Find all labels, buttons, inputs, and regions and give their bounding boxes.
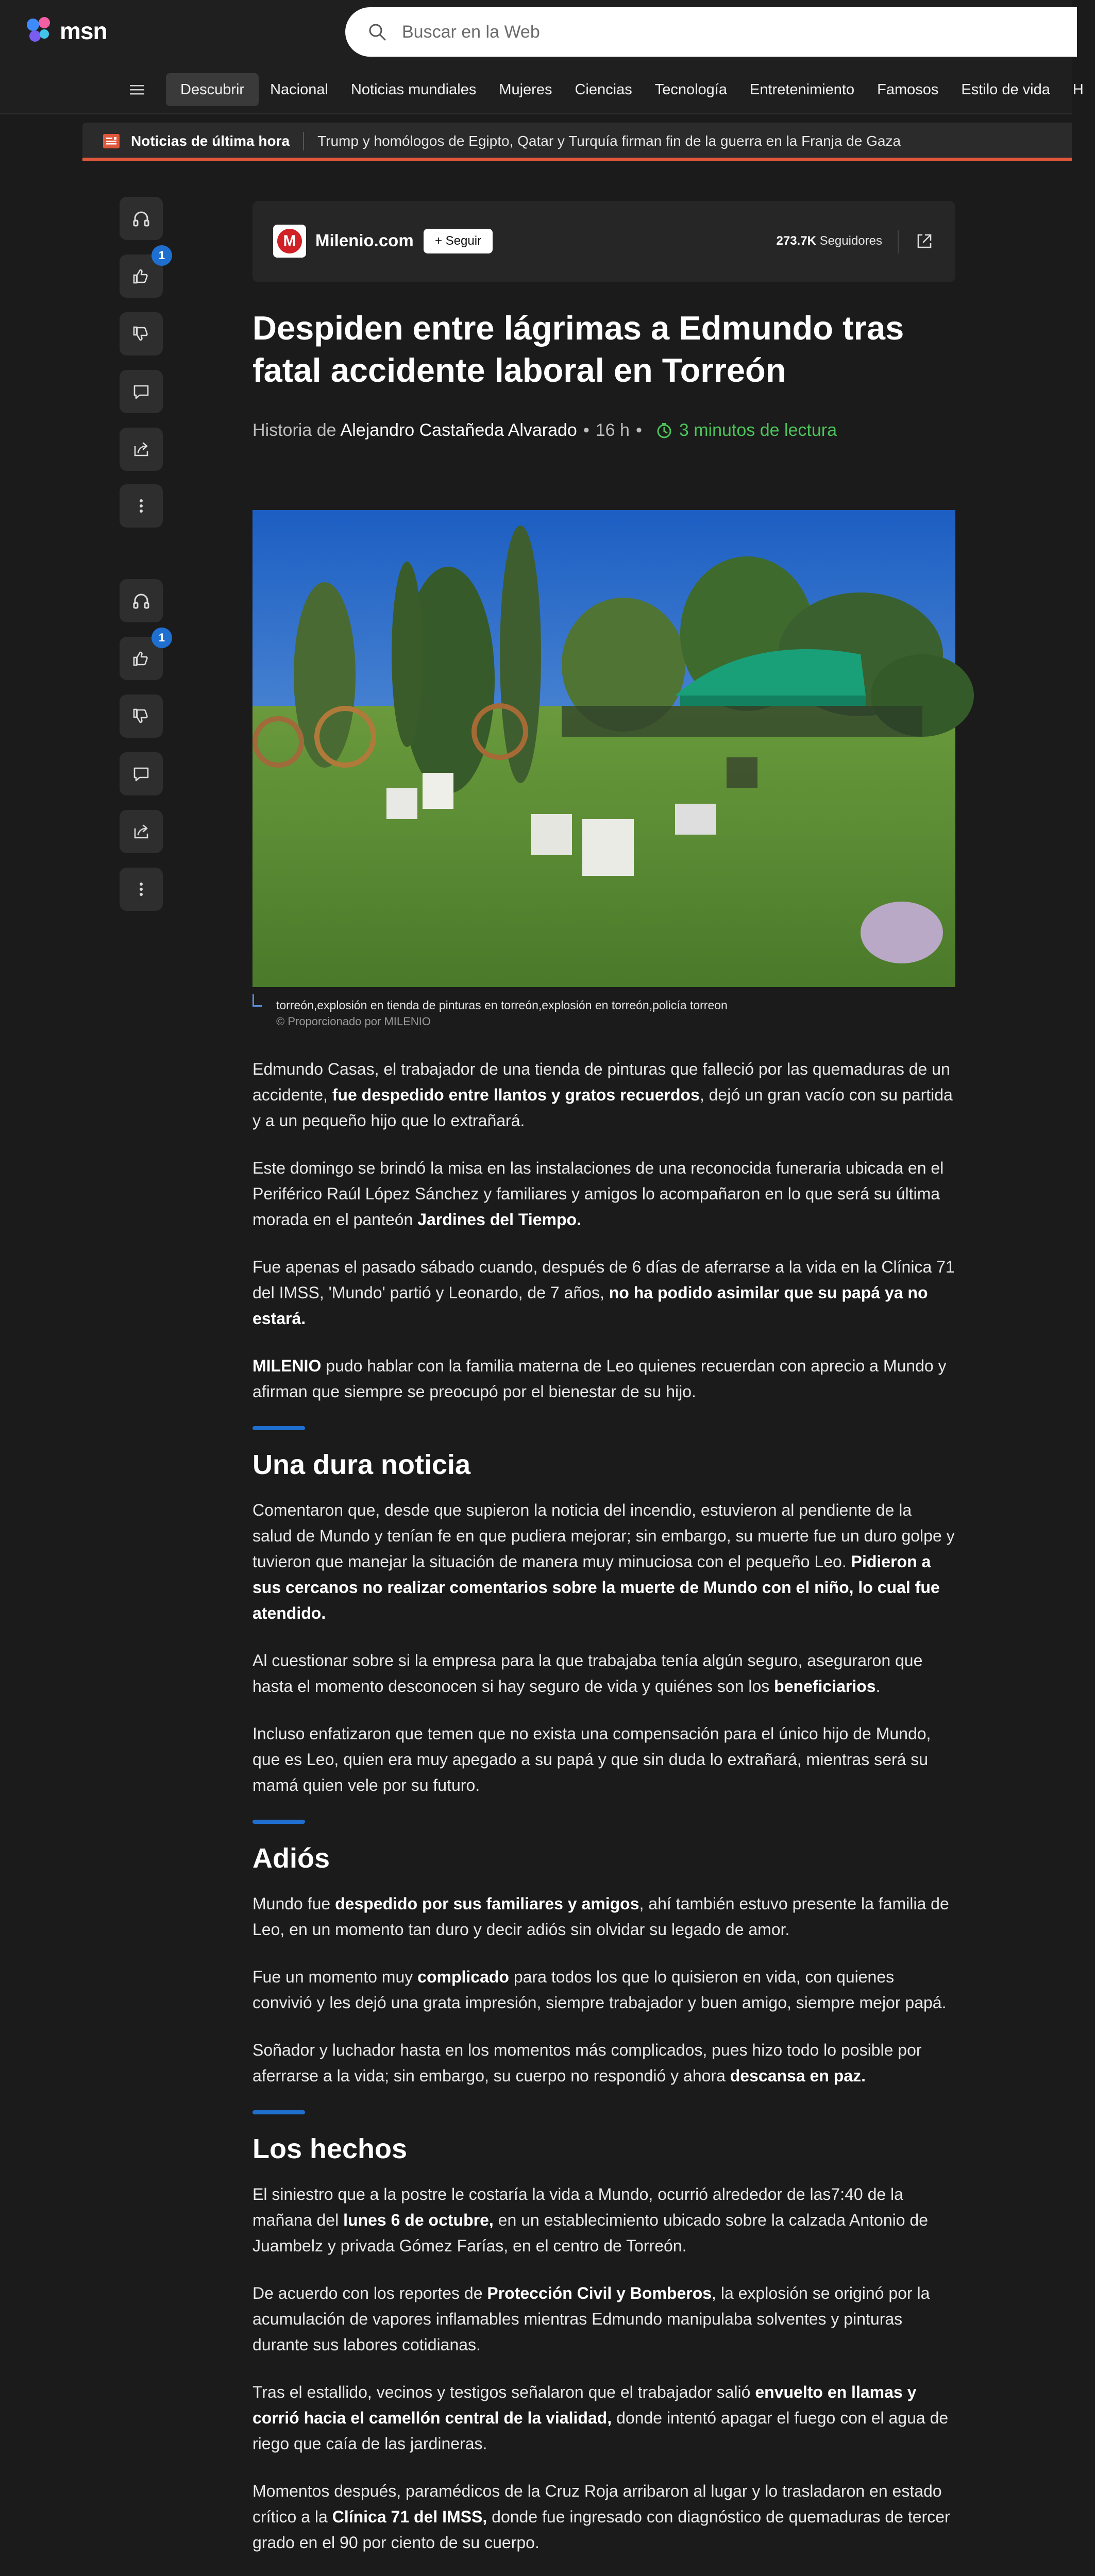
section-accent-bar <box>252 2110 305 2114</box>
open-external-icon[interactable] <box>915 232 934 250</box>
bold-text: Protección Civil y Bomberos <box>487 2284 712 2302</box>
text-run: Soñador y luchador hasta en los momentos más complicados, pues hizo todo lo posible por aferrarse a la vida; sin embargo, su cuerpo no respondió y ahora <box>252 2041 922 2085</box>
bold-text: Jardines del Tiempo. <box>417 1210 581 1229</box>
caption-marker <box>252 994 262 1007</box>
listen-button[interactable] <box>120 197 163 240</box>
article-title: Despiden entre lágrimas a Edmundo tras fatal accidente laboral en Torreón <box>252 309 904 389</box>
section-heading: Una dura noticia <box>252 1449 471 1480</box>
nav-item-noticias-mundiales[interactable]: Noticias mundiales <box>350 81 477 98</box>
publisher-name[interactable]: Milenio.com <box>315 231 414 250</box>
comment-icon <box>131 764 151 784</box>
share-button[interactable] <box>120 428 163 471</box>
thumbs-up-icon <box>131 648 151 669</box>
top-bar <box>0 0 1072 66</box>
nav-item-mujeres[interactable]: Mujeres <box>499 81 552 98</box>
author-name[interactable]: Alejandro Castañeda Alvarado <box>340 420 577 440</box>
bold-text: Clínica 71 del IMSS, <box>332 2507 487 2526</box>
breaking-news-label: Noticias de última hora <box>131 133 290 149</box>
article-paragraph <box>252 1056 955 1133</box>
msn-logo[interactable] <box>24 14 107 47</box>
like-button[interactable] <box>120 631 165 680</box>
followers-label: Seguidores <box>819 234 882 248</box>
separator-dot: • <box>635 420 642 440</box>
article-paragraph <box>252 1353 955 1404</box>
text-run: Este domingo se brindó la misa en las instalaciones de una reconocida funeraria ubicada en el Periférico Raúl López Sánchez y familiares y amigos lo acompañaron en lo que será su última morada en el panteón <box>252 1159 944 1229</box>
nav-item-entretenimiento[interactable]: Entretenimiento <box>749 81 855 98</box>
text-run: . <box>875 1677 881 1696</box>
bold-text: no ha podido asimilar que su papá ya no estará. <box>252 1283 928 1328</box>
breaking-news-accent <box>82 158 1072 161</box>
text-run: Fue apenas el pasado sábado cuando, después de 6 días de aferrarse a la vida en la Clínica 71 del IMSS, 'Mundo' partió y Leonardo, de 7 años, <box>252 1258 955 1302</box>
article-paragraph <box>252 1155 955 1232</box>
nav-item-nacional[interactable]: Nacional <box>270 81 328 98</box>
dislike-button[interactable] <box>120 312 163 355</box>
byline <box>252 420 837 440</box>
publisher-card <box>252 201 955 282</box>
comment-button[interactable] <box>120 752 163 795</box>
bold-text: Pidieron a sus cercanos no realizar comentarios sobre la muerte de Mundo con el niño, lo cual fue atendido. <box>252 1552 940 1622</box>
breaking-news-icon <box>103 134 120 148</box>
nav-item-descubrir[interactable]: Descubrir <box>166 73 259 106</box>
text-run: pudo hablar con la familia materna de Leo quienes recuerdan con aprecio a Mundo y afirman que siempre se preocupó por el bienestar de su hijo. <box>252 1357 947 1401</box>
nav-item-estilo-de-vida[interactable]: Estilo de vida <box>961 81 1050 98</box>
dislike-button[interactable] <box>120 694 163 738</box>
nav-item-tecnologia[interactable]: Tecnología <box>654 81 727 98</box>
article-paragraph <box>252 2037 955 2089</box>
nav-items <box>166 73 1095 106</box>
nav-item-famosos[interactable]: Famosos <box>877 81 939 98</box>
more-vertical-icon <box>131 879 151 900</box>
like-button[interactable] <box>120 249 165 298</box>
article-paragraph <box>252 2379 955 2456</box>
bold-text: envuelto en llamas y corrió hacia el camellón central de la vialidad, <box>252 2383 917 2427</box>
search-bar[interactable] <box>345 7 1077 57</box>
divider <box>303 132 304 150</box>
image-caption: torreón,explosión en tienda de pinturas en torreón,explosión en torreón,policía torreon <box>276 998 728 1012</box>
text-run: Incluso enfatizaron que temen que no exista una compensación para el único hijo de Mundo, que es Leo, quien era muy apegado a su papá y que sin duda lo extrañará, mientras será su mamá quien vele por su futuro. <box>252 1724 931 1794</box>
read-time-text: 3 minutos de lectura <box>679 420 837 440</box>
article-paragraph <box>252 1721 955 1798</box>
more-vertical-icon <box>131 496 151 516</box>
article-paragraph <box>252 2280 955 2358</box>
byline-prefix: Historia de <box>252 420 336 440</box>
share-button[interactable] <box>120 810 163 853</box>
article-paragraph <box>252 2181 955 2259</box>
followers-count <box>777 234 882 248</box>
article-paragraph <box>252 1254 955 1331</box>
search-input[interactable] <box>402 22 1020 42</box>
section-heading: Adiós <box>252 1843 330 1874</box>
share-icon <box>131 821 151 842</box>
text-run: Tras el estallido, vecinos y testigos señalaron que el trabajador salió <box>252 2383 755 2401</box>
divider <box>0 113 1072 114</box>
text-run: para todos los que lo quisieron en vida, con quienes convivió y les dejó una grata impresión, siempre trabajador y buen amigo, siempre mejor papá. <box>252 1968 947 2012</box>
text-run: Comentaron que, desde que supieron la noticia del incendio, estuvieron al pendiente de la salud de Mundo y tenían fe en que pudiera mejorar; sin embargo, su muerte fue un duro golpe y tuvieron que manejar la situación de manera muy minuciosa con el pequeño Leo. <box>252 1501 955 1571</box>
publisher-logo-letter: M <box>277 229 302 253</box>
nav-item-ciencias[interactable]: Ciencias <box>575 81 632 98</box>
listen-button[interactable] <box>120 579 163 622</box>
thumbs-down-icon <box>131 706 151 726</box>
breaking-news-bar[interactable] <box>82 123 1072 160</box>
share-icon <box>131 439 151 460</box>
nav-item-truncated[interactable]: H <box>1072 81 1084 98</box>
section-accent-bar <box>252 1426 305 1430</box>
article-paragraph <box>252 1497 955 1626</box>
thumbs-down-icon <box>131 324 151 344</box>
text-run: Edmundo Casas, el trabajador de una tienda de pinturas que falleció por las quemaduras de un accidente, <box>252 1060 950 1104</box>
text-run: , dejó un gran vacío con su partida y a un pequeño hijo que lo extrañará. <box>252 1086 953 1130</box>
text-run: Momentos después, paramédicos de la Cruz Roja arribaron al lugar y lo trasladaron en estado crítico a la <box>252 2482 942 2526</box>
article-paragraph <box>252 2478 955 2555</box>
follow-button[interactable]: + Seguir <box>424 229 493 253</box>
more-options-button[interactable] <box>120 484 163 528</box>
bold-text: complicado <box>417 1968 509 1986</box>
text-run: Fue un momento muy <box>252 1968 418 1986</box>
bold-text: beneficiarios <box>774 1677 876 1696</box>
divider <box>898 230 899 253</box>
separator-dot: • <box>583 420 589 440</box>
thumbs-up-icon <box>131 266 151 286</box>
menu-icon[interactable] <box>129 81 145 98</box>
text-run: De acuerdo con los reportes de <box>252 2284 487 2302</box>
breaking-news-headline[interactable]: Trump y homólogos de Egipto, Qatar y Turquía firman fin de la guerra en la Franja de Gaza <box>317 133 901 149</box>
text-run: , ahí también estuvo presente la familia de Leo, en un momento tan duro y decir adiós sin olvidar su legado de amor. <box>252 1894 949 1939</box>
bold-text: fue despedido entre llantos y gratos recuerdos <box>332 1086 700 1104</box>
text-run: , la explosión se originó por la acumulación de vapores inflamables mientras Edmundo manipulaba solventes y pinturas durante sus labores cotidianas. <box>252 2284 930 2354</box>
category-nav <box>0 66 1084 113</box>
headphones-icon <box>131 590 151 611</box>
read-time <box>655 420 837 440</box>
article-paragraph <box>252 1648 955 1699</box>
msn-butterfly-icon <box>24 14 57 47</box>
text-run: donde intentó apagar el fuego con el agua de riego que caía de las jardineras. <box>252 2409 949 2453</box>
search-icon <box>368 23 386 41</box>
headphones-icon <box>131 208 151 229</box>
article-body <box>252 1056 955 2576</box>
more-options-button[interactable] <box>120 868 163 911</box>
text-run: en un establecimiento ubicado sobre la calzada Antonio de Juambelz y privada Gómez Farías, en el centro de Torreón. <box>252 2211 928 2255</box>
hero-image[interactable] <box>252 510 955 987</box>
image-credit: © Proporcionado por MILENIO <box>276 1015 431 1028</box>
bold-text: MILENIO <box>252 1357 322 1375</box>
text-run: Mundo fue <box>252 1894 335 1913</box>
clock-icon <box>655 422 673 439</box>
bold-text: descansa en paz. <box>730 2066 866 2085</box>
like-count-badge: 1 <box>151 628 172 648</box>
text-run: El siniestro que a la postre le costaría la vida a Mundo, ocurrió alrededor de las7:40 de la mañana del <box>252 2185 903 2229</box>
followers-number: 273.7K <box>776 234 816 248</box>
time-ago: 16 h <box>595 420 630 440</box>
like-count-badge: 1 <box>151 245 172 266</box>
article-paragraph <box>252 1964 955 2015</box>
publisher-logo[interactable] <box>273 225 306 258</box>
comment-icon <box>131 381 151 402</box>
cemetery-photo <box>252 510 955 987</box>
text-run: donde fue ingresado con diagnóstico de quemaduras de tercer grado en el 90 por ciento de su cuerpo. <box>252 2507 950 2552</box>
article-paragraph <box>252 1891 955 1942</box>
bold-text: lunes 6 de octubre, <box>343 2211 494 2229</box>
comment-button[interactable] <box>120 370 163 413</box>
bold-text: despedido por sus familiares y amigos <box>335 1894 639 1913</box>
brand-name: msn <box>60 18 107 44</box>
section-accent-bar <box>252 1820 305 1824</box>
text-run: Al cuestionar sobre si la empresa para la que trabajaba tenía algún seguro, aseguraron que hasta el momento desconocen si hay seguro de vida y quiénes son los <box>252 1651 923 1696</box>
section-heading: Los hechos <box>252 2133 408 2164</box>
